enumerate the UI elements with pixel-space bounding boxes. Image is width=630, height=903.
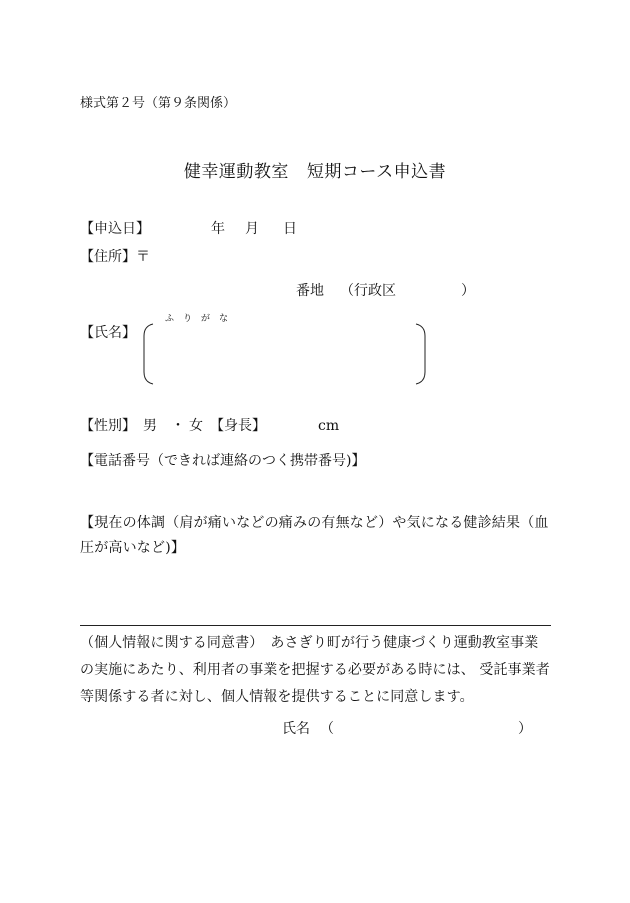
year-label: 年 — [211, 221, 225, 237]
ward-label: （行政区 — [340, 283, 396, 299]
furigana-char: り — [183, 314, 193, 324]
form-number: 様式第２号（第９条関係） — [80, 96, 237, 111]
name-bracket-right — [414, 323, 428, 385]
page-title — [0, 163, 630, 181]
signature-label: 氏名 — [282, 721, 310, 737]
title-part1: 健幸運動教室 — [183, 162, 289, 182]
month-label: 月 — [245, 221, 259, 237]
sex-separator: ・ — [171, 418, 185, 434]
condition-label: 【現在の体調（肩が痛いなどの痛みの有無など）や気になる健診結果（血圧が高いなど)】 — [80, 515, 549, 556]
signature-close-paren: ） — [518, 721, 532, 737]
height-unit: cm — [318, 418, 340, 434]
furigana-char: ふ — [165, 314, 175, 324]
day-label: 日 — [283, 221, 297, 237]
furigana-char: な — [219, 314, 229, 324]
address-label: 【住所】〒 — [80, 249, 150, 265]
sex-option-female[interactable]: 女 — [189, 418, 203, 434]
name-label: 【氏名】 — [80, 325, 136, 341]
furigana-char: が — [201, 314, 211, 324]
divider — [80, 625, 551, 626]
sex-option-male[interactable]: 男 — [143, 418, 157, 434]
phone-label: 【電話番号（できれば連絡のつく携帯番号)】 — [80, 453, 366, 469]
signature-open-paren: （ — [320, 721, 334, 737]
height-label: 【身長】 — [210, 418, 266, 434]
banchi-label: 番地 — [296, 283, 324, 299]
application-date-label: 【申込日】 — [80, 221, 150, 237]
sex-label: 【性別】 — [80, 418, 136, 434]
title-part2: 短期コース申込書 — [306, 162, 447, 182]
furigana-label — [165, 314, 237, 325]
name-bracket-left — [141, 323, 155, 385]
ward-close-paren: ） — [461, 283, 475, 299]
consent-text: （個人情報に関する同意書） あさぎり町が行う健康づくり運動教室事業の実施にあたり、利用者の事業を把握する必要がある時には、 受託事業者等関係する者に対し、個人情報を提供することに同意します。 — [80, 635, 550, 705]
